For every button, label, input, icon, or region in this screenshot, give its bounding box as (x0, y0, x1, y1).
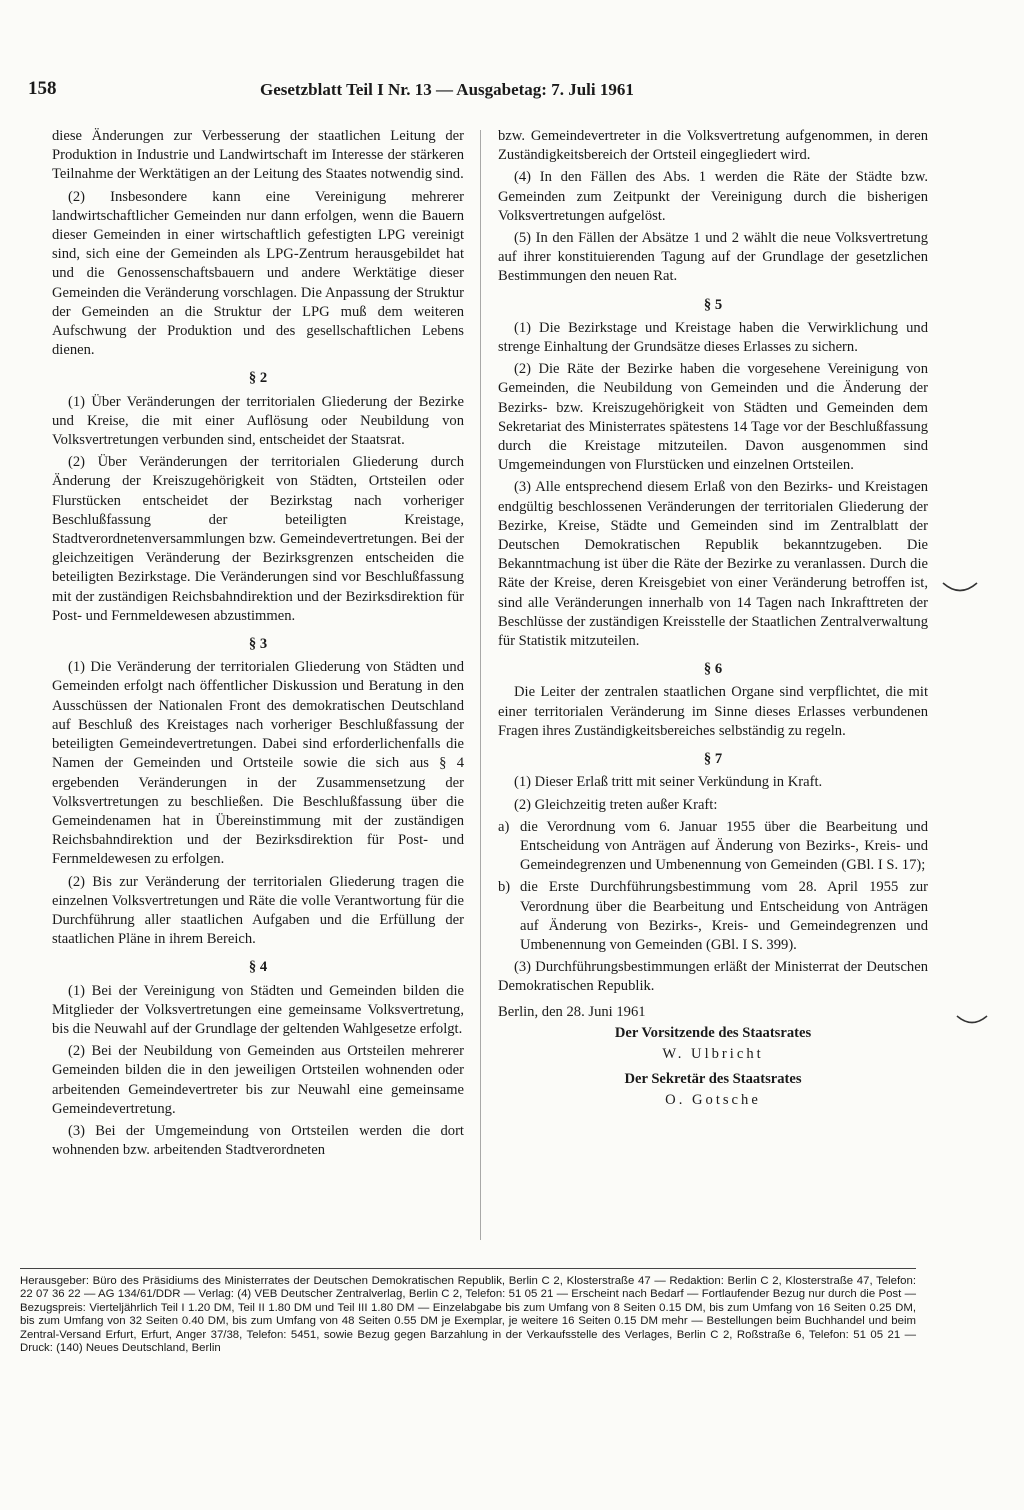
paragraph: (1) Die Veränderung der territorialen Gliederung von Städten und Gemeinden erfolgt nach öffentlicher Diskussion und Beratung in den Ausschüssen der Nationalen Front des demokratischen Deutschland auf Beschluß des Kreistages nach vorheriger Beschlußfassung der beteiligten Gemeindevertretungen. Dabei sind erforderlichenfalls die Namen der Gemeinden und Ortsteile sowie die sich aus § 4 ergebenden Veränderungen in der Zusammensetzung der Volksvertretungen zu beschließen. Die Beschlußfassung über die Gemeindenamen hat in Übereinstimmung mit der zuständigen Reichsbahndirektion und der Bezirksdirektion für Post- und Fernmeldewesen zu erfolgen. (52, 659, 464, 868)
list-marker: b) (498, 879, 511, 896)
paragraph: bzw. Gemeindevertreter in die Volksvertretung aufgenommen, in deren Zuständigkeitsbereich der Ortsteil eingegliedert wird. (498, 128, 928, 164)
section-heading: § 7 (703, 751, 723, 768)
section-heading: § 4 (248, 959, 268, 976)
gazette-header-title: Gesetzblatt Teil I Nr. 13 — Ausgabetag: 7. Juli 1961 (260, 80, 634, 99)
paragraph: (3) Durchführungsbestimmungen erläßt der Ministerrat der Deutschen Demokratischen Republik. (498, 959, 928, 995)
paragraph: (5) In den Fällen der Absätze 1 und 2 wählt die neue Volksvertretung auf ihrer konstituierenden Tagung auf der Grundlage der gesetzlichen Bestimmungen den neuen Rat. (498, 230, 928, 285)
list-item (498, 878, 928, 955)
paragraph: (3) Alle entsprechend diesem Erlaß von den Bezirks- und Kreistagen endgültig beschlossenen Veränderungen der territorialen Gliederung der Bezirke, Kreise, Städte und Gemeinden sind im Zentralblatt der Deutschen Demokratischen Republik bekanntzugeben. Die Bekanntmachung ist über die Räte der Bezirke zu veranlassen. Durch die Räte der Kreise, deren Kreisgebiet von einer Veränderung betroffen ist, sind alle Veränderungen innerhalb von 14 Tagen nach Inkrafttreten der Beschlüsse der zuständigen Kreisstelle der Staatlichen Zentralverwaltung für Statistik mitzuteilen. (498, 479, 928, 650)
section-heading: § 6 (703, 661, 723, 678)
paragraph: (2) Bei der Neubildung von Gemeinden aus Ortsteilen mehrerer Gemeinden bilden die in den jeweiligen Ortsteilen wohnenden oder arbeitenden Gemeindevertreter bis zur Neuwahl eine gemeinsame Gemeindevertretung. (52, 1043, 464, 1117)
colophon: Herausgeber: Büro des Präsidiums des Ministerrates der Deutschen Demokratischen Republik, Berlin C 2, Klosterstraße 47 — Redaktion: Berlin C 2, Klosterstraße 47, Telefon: 22 07 36 22 — AG 134/61/DDR — Verlag: (4) VEB Deutscher Zentralverlag, Berlin C 2, Telefon: 51 05 21 — Erscheint nach Bedarf — Fortlaufender Bezug nur durch die Post — Bezugspreis: Vierteljährlich Teil I 1.20 DM, Teil II 1.80 DM und Teil III 1.80 DM — Einzelabgabe bis zum Umfang von 8 Seiten 0.15 DM, bis zum Umfang von 16 Seiten 0.25 DM, bis zum Umfang von 32 Seiten 0.40 DM, bis zum Umfang von 48 Seiten 0.55 DM je Exemplar, je weitere 16 Seiten 0.15 DM mehr — Bestellungen beim Buchhandel und beim Zentral-Versand Erfurt, Erfurt, Anger 37/38, Telefon: 5451, sowie Bezug gegen Barzahlung in der Verkaufsstelle des Verlages, Berlin C 2, Roßstraße 6, Telefon: 51 05 21 — Druck: (140) Neues Deutschland, Berlin (20, 1275, 916, 1355)
list-item (498, 818, 928, 876)
right-column (498, 127, 928, 1117)
left-column (52, 127, 464, 1163)
paragraph: (2) Gleichzeitig treten außer Kraft: (514, 796, 718, 813)
paragraph: (1) Über Veränderungen der territorialen Gliederung der Bezirke und Kreise, die mit einer Auflösung oder Neubildung von Volksvertretungen verbunden sind, entscheidet der Staatsrat. (52, 393, 464, 449)
list-item-text: die Verordnung vom 6. Januar 1955 über die Bearbeitung und Entscheidung von Anträgen auf Änderung von Bezirks-, Kreis- und Gemeindegrenzen und Umbenennung von Gemeinden (GBl. I S. 17); (520, 818, 928, 874)
paragraph: Die Leiter der zentralen staatlichen Organe sind verpflichtet, die mit einer territorialen Veränderung im Sinne dieses Erlasses verbundenen Fragen ihres Zuständigkeitsbereiches selbständig zu regeln. (498, 684, 928, 739)
list-marker: a) (498, 818, 510, 835)
paragraph: (2) Insbesondere kann eine Vereinigung mehrerer landwirtschaftlicher Gemeinden nur dann erfolgen, wenn die Bauern dieser Gemeinden in einer wirtschaftlich gefestigten LPG vereinigt sind, sich eine der Gemeinden als LPG-Zentrum herausgebildet hat und die Genossenschaftsbauern und andere Werktätige dieser Gemeinden die Veränderung vorschlagen. Die Anpassung der Struktur der Gemeinden an die Struktur der LPG muß dem weiteren Aufschwung der Produktion und des gesellschaftlichen Lebens dienen. (52, 188, 464, 359)
margin-mark (954, 1012, 990, 1032)
place-and-date: Berlin, den 28. Juni 1961 (498, 1003, 646, 1020)
paragraph: (3) Bei der Umgemeindung von Ortsteilen werden die dort wohnenden bzw. arbeitenden Stadtverordneten (52, 1122, 464, 1159)
page-number: 158 (28, 78, 57, 99)
paragraph: diese Änderungen zur Verbesserung der staatlichen Leitung der Produktion in Industrie und Landwirtschaft im Interesse der stärkeren Teilnahme der Werktätigen an der Leitung des Staates notwendig sind. (52, 128, 464, 183)
column-divider (480, 130, 481, 1240)
margin-mark (940, 578, 980, 600)
paragraph: (2) Bis zur Veränderung der territorialen Gliederung tragen die einzelnen Volksvertretungen und Räte die volle Verantwortung für die Durchführung aller staatlichen Aufgaben und die Erfüllung der staatlichen Pläne in ihrem Bereich. (52, 873, 464, 948)
list-item-text: die Erste Durchführungsbestimmung vom 28. April 1955 zur Verordnung über die Bearbeitung und Entscheidung von Anträgen auf Änderung von Bezirks-, Kreis- und Gemeindegrenzen und Umbenennung von Gemeinden (GBl. I S. 399). (520, 879, 928, 953)
page-header (28, 72, 708, 104)
signatory-name: W. Ulbricht (662, 1045, 764, 1062)
paragraph: (1) Die Bezirkstage und Kreistage haben die Verwirklichung und strenge Einhaltung der Grundsätze dieses Erlasses zu sichern. (498, 319, 928, 356)
signatory-title: Der Vorsitzende des Staatsrates (614, 1024, 812, 1041)
section-heading: § 5 (703, 296, 723, 313)
paragraph: (1) Dieser Erlaß tritt mit seiner Verkündung in Kraft. (514, 774, 823, 791)
colophon-rule (20, 1268, 916, 1269)
section-heading: § 3 (248, 636, 268, 653)
signatory-title: Der Sekretär des Staatsrates (624, 1071, 802, 1088)
signatory-name: O. Gotsche (665, 1092, 761, 1109)
paragraph: (1) Bei der Vereinigung von Städten und Gemeinden bilden die Mitglieder der Volksvertretungen eine gemeinsame Volksvertretung, bis die Neuwahl auf der Grundlage der geltenden Wahlgesetze erfolgt. (52, 982, 464, 1037)
paragraph: (4) In den Fällen des Abs. 1 werden die Räte der Städte bzw. Gemeinden zum Zeitpunkt der Vereinigung durch die bisherigen Volksvertretungen aufgelöst. (498, 169, 928, 224)
paragraph: (2) Die Räte der Bezirke haben die vorgesehene Vereinigung von Gemeinden, die Neubildung von Gemeinden und die Änderung der Bezirks- bzw. Kreiszugehörigkeit von Städten und Gemeinden dem Sekretariat des Ministerrates spätestens 14 Tage vor der Beschlußfassung durch die Kreistage mitzuteilen. Davon ausgenommen sind Umgemeindungen von Flurstücken und einzelnen Ortsteilen. (498, 361, 928, 474)
section-heading: § 2 (248, 370, 268, 387)
paragraph: (2) Über Veränderungen der territorialen Gliederung durch Änderung der Kreiszugehörigkeit von Städten, Ortsteilen oder Flurstücken entscheidet der Bezirkstag nach vorheriger Beschlußfassung der beteiligten Kreistage, Stadtverordnetenversammlungen bzw. Gemeindevertretungen. Bei der gleichzeitigen Veränderung der Bezirksgrenzen entscheiden die beteiligten Bezirkstage. Die Veränderungen sind vor Beschlußfassung mit der zuständigen Reichsbahndirektion und der Bezirksdirektion für Post- und Fernmeldewesen abzustimmen. (52, 454, 464, 624)
